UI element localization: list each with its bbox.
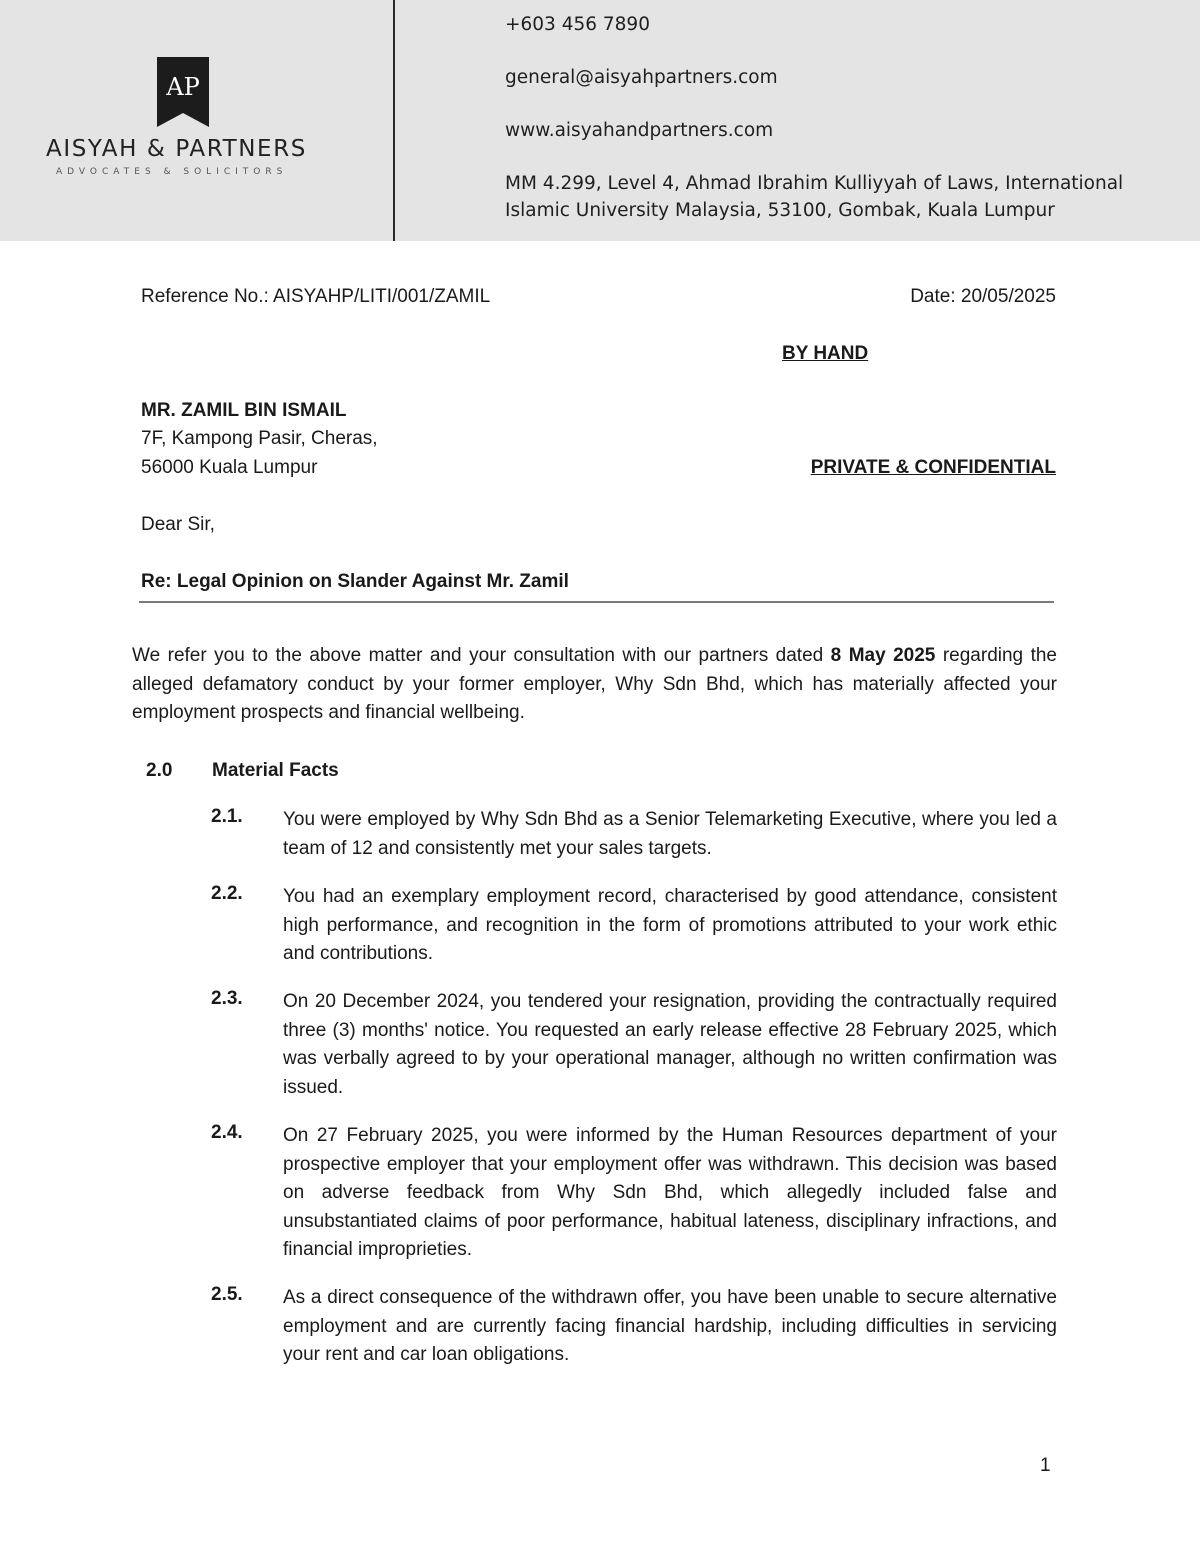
recipient-address-line1: 7F, Kampong Pasir, Cheras, [141, 428, 378, 449]
firm-name: AISYAH & PARTNERS [46, 136, 307, 162]
list-item: You were employed by Why Sdn Bhd as a Senior Telemarketing Executive, where you led a team of 12 and consistently met your sales targets. [283, 809, 1057, 859]
subject-underline [139, 601, 1054, 603]
firm-address [505, 170, 1185, 224]
list-item: You had an exemplary employment record, characterised by good attendance, consistent high performance, and recognition in the form of promotions attributed to your work ethic and contributions. [283, 886, 1057, 965]
list-item: As a direct consequence of the withdrawn offer, you have been unable to secure alternative employment and are currently facing financial hardship, including difficulties in servicing your rent and car loan obligations. [283, 1287, 1057, 1366]
list-item: On 20 December 2024, you tendered your resignation, providing the contractually required three (3) months' notice. You requested an early release effective 28 February 2025, which was verbally agreed to by your operational manager, although no written confirmation was issued. [283, 991, 1057, 1098]
section-number: 2.0 [146, 760, 173, 781]
letterhead [0, 0, 1200, 241]
recipient-address-line2: 56000 Kuala Lumpur [141, 457, 318, 478]
item-number: 2.5. [211, 1284, 243, 1305]
salutation: Dear Sir, [141, 514, 215, 535]
page-number: 1 [1040, 1455, 1051, 1476]
firm-phone: +603 456 7890 [505, 14, 650, 35]
firm-address-line2: Islamic University Malaysia, 53100, Gombak, Kuala Lumpur [505, 200, 1055, 221]
item-number: 2.1. [211, 806, 243, 827]
subject-line: Re: Legal Opinion on Slander Against Mr. Zamil [141, 571, 569, 592]
firm-logo-icon [157, 57, 209, 127]
intro-text-start: We refer you to the above matter and your consultation with our partners dated [132, 645, 831, 666]
firm-address-line1: MM 4.299, Level 4, Ahmad Ibrahim Kulliyyah of Laws, International [505, 173, 1124, 194]
consultation-date: 8 May 2025 [830, 645, 936, 666]
item-number: 2.3. [211, 988, 243, 1009]
item-number: 2.2. [211, 883, 243, 904]
intro-text-end: regarding the alleged defamatory conduct by your former employer, Why Sdn Bhd, which has materially affected your employment prospects and financial wellbeing. [132, 645, 1057, 724]
intro-paragraph [132, 642, 1057, 728]
list-item: On 27 February 2025, you were informed by the Human Resources department of your prospective employer that your employment offer was withdrawn. This decision was based on adverse feedback from Why Sdn Bhd, which allegedly included false and unsubstantiated claims of poor performance, habitual lateness, disciplinary infractions, and financial improprieties. [283, 1125, 1057, 1261]
section-title: Material Facts [212, 760, 339, 781]
delivery-method: BY HAND [782, 343, 869, 364]
letterhead-divider [393, 0, 395, 241]
reference-number: Reference No.: AISYAHP/LITI/001/ZAMIL [141, 286, 491, 307]
firm-subtitle: ADVOCATES & SOLICITORS [56, 167, 288, 177]
recipient-name: MR. ZAMIL BIN ISMAIL [141, 400, 347, 421]
svg-text:AP: AP [166, 73, 200, 101]
item-number: 2.4. [211, 1122, 243, 1143]
letter-date: Date: 20/05/2025 [910, 286, 1056, 307]
firm-website: www.aisyahandpartners.com [505, 120, 774, 141]
confidential-notice: PRIVATE & CONFIDENTIAL [810, 457, 1056, 478]
firm-email: general@aisyahpartners.com [505, 67, 778, 88]
